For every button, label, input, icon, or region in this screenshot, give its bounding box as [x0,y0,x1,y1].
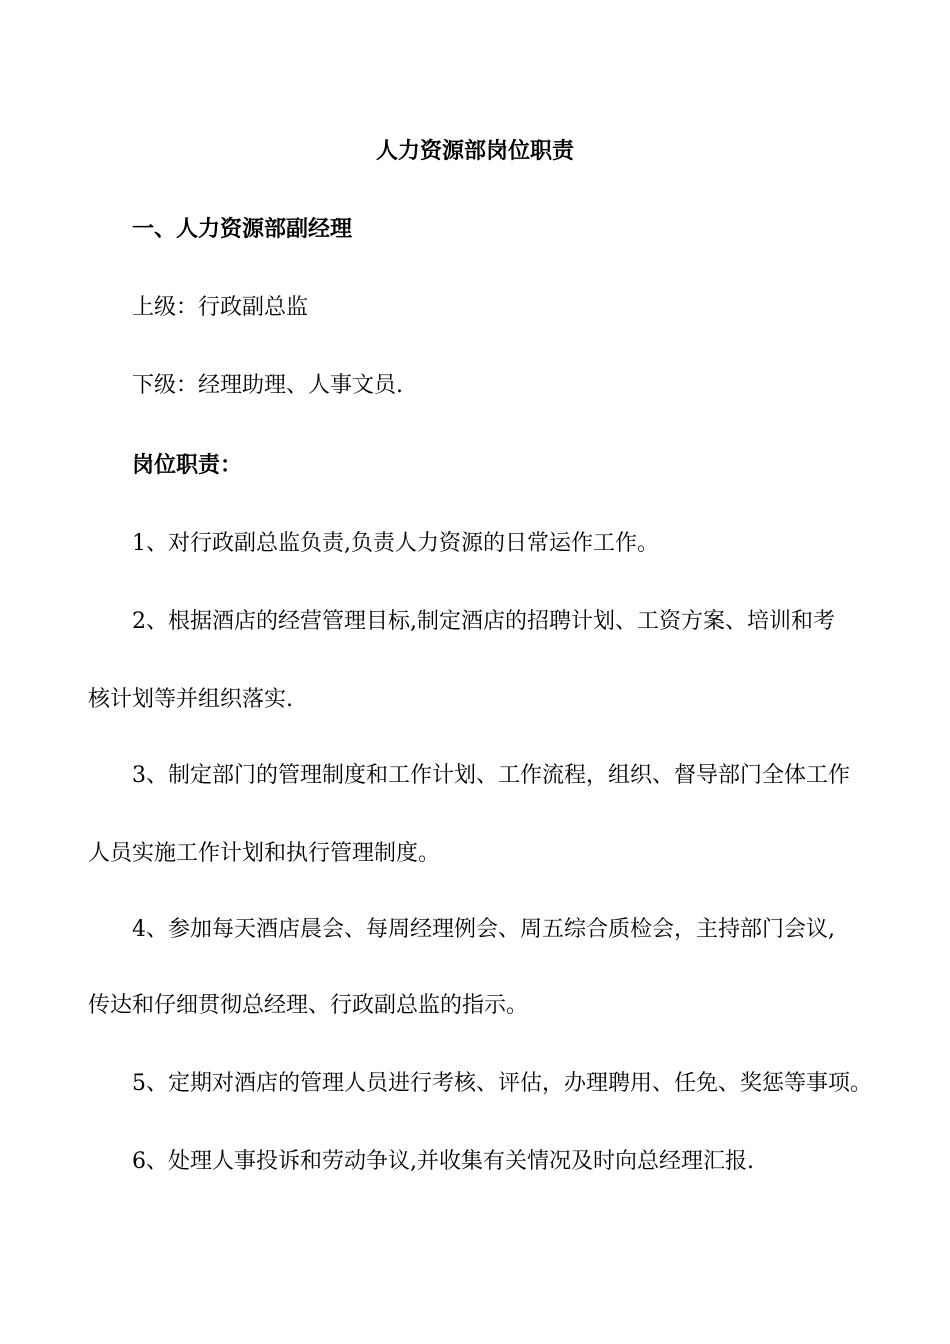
section-heading: 一、人力资源部副经理 [132,217,353,242]
duty-item-5: 5、定期对酒店的管理人员进行考核、评估，办理聘用、任免、奖惩等事项。 [132,1071,872,1096]
duties-heading: 岗位职责： [132,453,243,478]
duty-item-4: 4、参加每天酒店晨会、每周经理例会、周五综合质检会，主持部门会议, [132,917,835,942]
duty-item-1: 1、对行政副总监负责,负责人力资源的日常运作工作。 [132,531,659,556]
duty-item-2-continuation: 核计划等并组织落实. [88,687,293,712]
duty-item-6: 6、处理人事投诉和劳动争议,并收集有关情况及时向总经理汇报. [132,1149,754,1174]
superior-line: 上级：行政副总监 [132,295,309,320]
duty-item-2: 2、根据酒店的经营管理目标,制定酒店的招聘计划、工资方案、培训和考 [132,609,835,634]
subordinate-line: 下级：经理助理、人事文员. [132,373,403,398]
duty-item-3: 3、制定部门的管理制度和工作计划、工作流程，组织、督导部门全体工作 [132,763,850,788]
page-title: 人力资源部岗位职责 [375,139,574,164]
duty-item-3-continuation: 人员实施工作计划和执行管理制度。 [88,841,441,866]
duty-item-4-continuation: 传达和仔细贯彻总经理、行政副总监的指示。 [88,993,529,1018]
